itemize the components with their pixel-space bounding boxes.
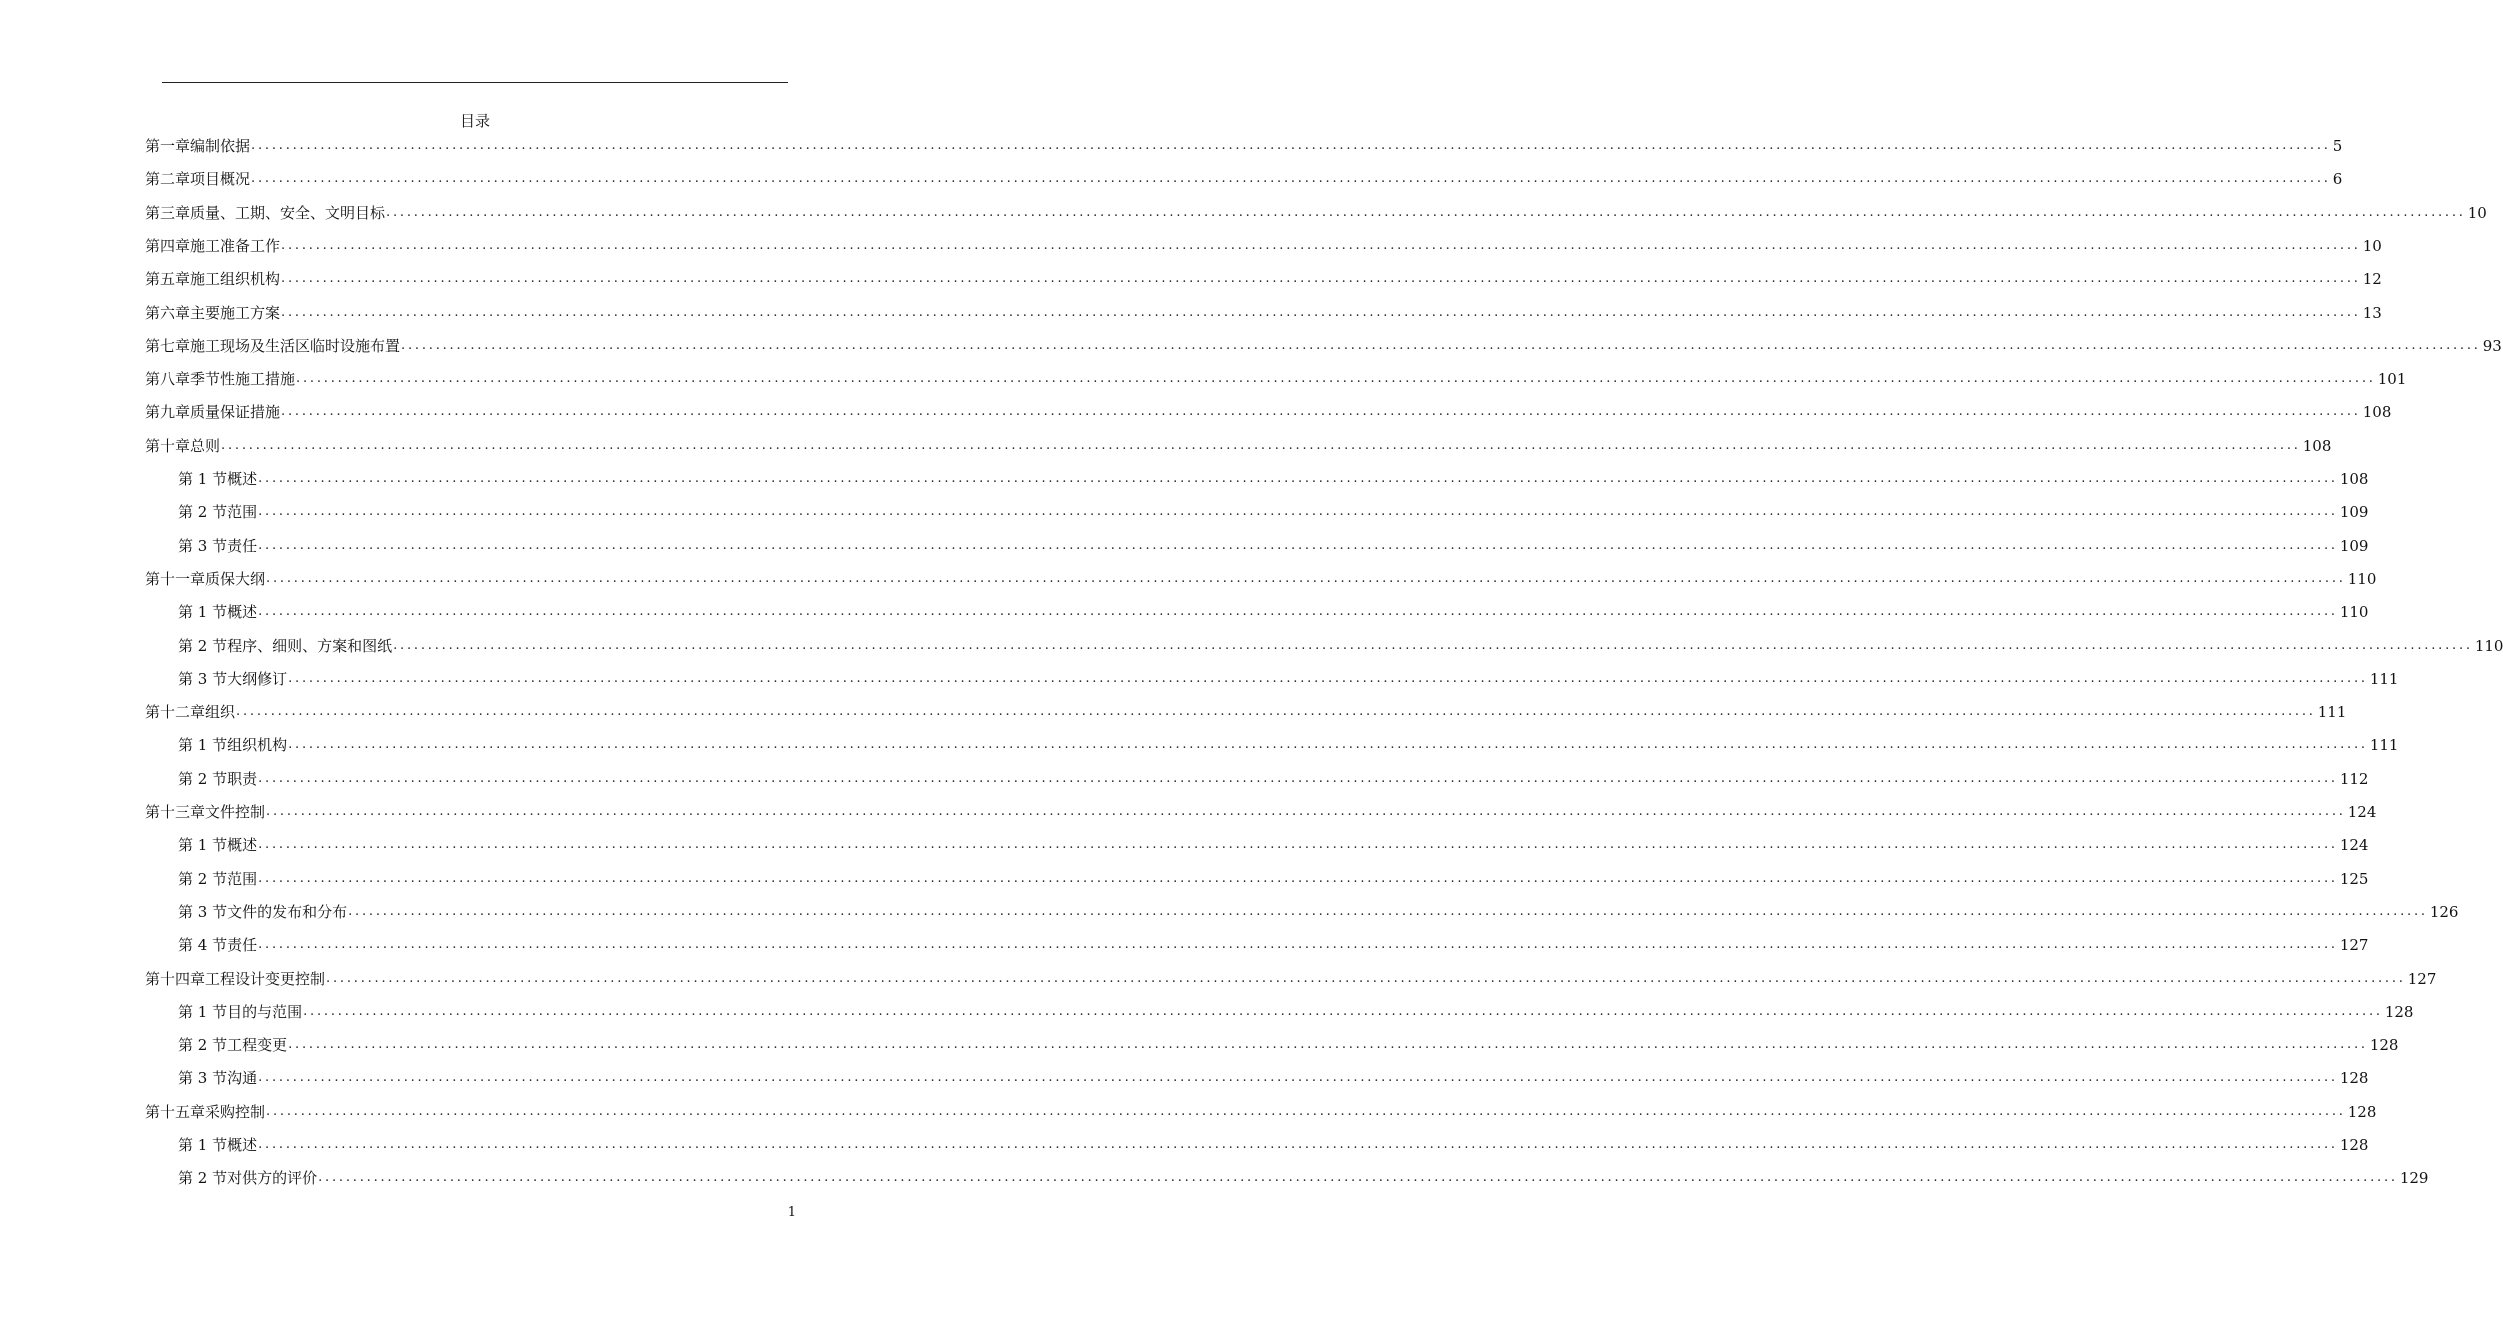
toc-chapter-entry[interactable] — [145, 435, 2332, 457]
entry-number: 第七章 — [145, 336, 191, 355]
entry-title: 责任 — [227, 936, 258, 955]
entry-number: 第二章 — [145, 170, 191, 189]
dot-leader: ............................................................................................................................................................................................................................................................................................................ — [258, 504, 2338, 520]
toc-section-entry[interactable] — [178, 1167, 2429, 1189]
dot-leader: ............................................................................................................................................................................................................................................................................................................ — [281, 304, 2361, 320]
toc-section-entry[interactable] — [178, 834, 2369, 856]
entry-number: 第九章 — [145, 403, 191, 422]
entry-page-number: 108 — [2339, 470, 2369, 488]
dot-leader: ............................................................................................................................................................................................................................................................................................................ — [348, 903, 2428, 919]
entry-number: 第一章 — [145, 137, 191, 155]
entry-title: 职责 — [227, 769, 258, 788]
toc-chapter-entry[interactable] — [145, 801, 2377, 823]
entry-number: 第十二章 — [145, 703, 206, 722]
entry-page-number: 110 — [2339, 603, 2369, 622]
dot-leader: ............................................................................................................................................................................................................................................................................................................ — [258, 870, 2338, 886]
entry-number: 第 3 节 — [178, 902, 228, 921]
dot-leader: ............................................................................................................................................................................................................................................................................................................ — [326, 970, 2406, 986]
entry-number: 第 3 节 — [178, 669, 228, 688]
dot-leader: ............................................................................................................................................................................................................................................................................................................ — [251, 138, 2331, 153]
entry-page-number: 128 — [2369, 1036, 2399, 1055]
toc-section-entry[interactable] — [178, 868, 2369, 890]
entry-title: 工程变更 — [227, 1036, 288, 1055]
entry-title: 施工组织机构 — [190, 270, 281, 289]
entry-title: 目的与范围 — [227, 1002, 303, 1021]
entry-page-number: 127 — [2407, 969, 2437, 988]
toc-chapter-entry[interactable] — [145, 135, 2343, 157]
toc-section-entry[interactable] — [178, 601, 2369, 623]
dot-leader: ............................................................................................................................................................................................................................................................................................................ — [258, 604, 2338, 620]
dot-leader: ............................................................................................................................................................................................................................................................................................................ — [288, 1037, 2368, 1053]
toc-chapter-entry[interactable] — [145, 235, 2382, 257]
toc-chapter-entry[interactable] — [145, 1101, 2377, 1123]
dot-leader: ............................................................................................................................................................................................................................................................................................................ — [296, 371, 2376, 387]
entry-number: 第 2 节 — [178, 1169, 228, 1188]
entry-title: 项目概况 — [190, 170, 251, 189]
toc-section-entry[interactable] — [178, 734, 2399, 756]
toc-section-entry[interactable] — [178, 901, 2459, 923]
entry-page-number: 111 — [2369, 736, 2399, 755]
toc-section-entry[interactable] — [178, 535, 2369, 557]
page-number: 1 — [787, 1205, 796, 1220]
entry-page-number: 129 — [2399, 1169, 2429, 1188]
entry-title: 质量保证措施 — [190, 403, 281, 422]
entry-title: 责任 — [227, 536, 258, 555]
entry-page-number: 124 — [2347, 803, 2377, 821]
entry-number: 第 2 节 — [178, 636, 228, 655]
dot-leader: ............................................................................................................................................................................................................................................................................................................ — [258, 937, 2338, 953]
entry-page-number: 111 — [2317, 703, 2347, 722]
entry-number: 第 1 节 — [178, 1002, 228, 1021]
dot-leader: ............................................................................................................................................................................................................................................................................................................ — [318, 1170, 2398, 1186]
dot-leader: ............................................................................................................................................................................................................................................................................................................ — [266, 570, 2346, 586]
dot-leader: ............................................................................................................................................................................................................................................................................................................ — [266, 1103, 2346, 1119]
dot-leader: ............................................................................................................................................................................................................................................................................................................ — [236, 704, 2316, 720]
entry-title: 组织 — [205, 703, 236, 722]
toc-section-entry[interactable] — [178, 768, 2369, 790]
dot-leader: ............................................................................................................................................................................................................................................................................................................ — [281, 404, 2361, 420]
entry-number: 第八章 — [145, 370, 191, 389]
dot-leader: ............................................................................................................................................................................................................................................................................................................ — [281, 237, 2361, 253]
entry-number: 第 1 节 — [178, 1136, 228, 1154]
entry-title: 采购控制 — [205, 1102, 266, 1121]
dot-leader: ............................................................................................................................................................................................................................................................................................................ — [258, 1137, 2338, 1152]
dot-leader: ............................................................................................................................................................................................................................................................................................................ — [288, 670, 2368, 686]
entry-title: 概述 — [227, 603, 258, 622]
entry-page-number: 109 — [2339, 536, 2369, 555]
toc-chapter-entry[interactable] — [145, 335, 2502, 357]
toc-chapter-entry[interactable] — [145, 701, 2347, 723]
entry-title: 沟通 — [227, 1069, 258, 1088]
entry-page-number: 13 — [2362, 303, 2382, 322]
entry-number: 第 1 节 — [178, 836, 228, 855]
dot-leader: ............................................................................................................................................................................................................................................................................................................ — [303, 1003, 2383, 1019]
entry-page-number: 126 — [2429, 902, 2459, 921]
entry-title: 概述 — [227, 836, 258, 855]
toc-section-entry[interactable] — [178, 501, 2369, 523]
entry-page-number: 128 — [2384, 1002, 2414, 1021]
entry-title: 季节性施工措施 — [190, 370, 296, 389]
entry-page-number: 128 — [2347, 1102, 2377, 1121]
entry-number: 第三章 — [145, 203, 191, 222]
entry-number: 第五章 — [145, 270, 191, 289]
entry-page-number: 108 — [2362, 403, 2392, 422]
header-rule — [162, 82, 788, 83]
toc-section-entry[interactable] — [178, 934, 2369, 956]
dot-leader: ............................................................................................................................................................................................................................................................................................................ — [393, 637, 2473, 653]
entry-number: 第四章 — [145, 236, 191, 255]
toc-title: 目录 — [459, 112, 490, 130]
entry-page-number: 93 — [2482, 336, 2502, 355]
toc-chapter-entry[interactable] — [145, 401, 2392, 423]
entry-number: 第六章 — [145, 303, 191, 322]
entry-page-number: 10 — [2467, 203, 2487, 222]
entry-number: 第 3 节 — [178, 536, 228, 555]
entry-title: 工程设计变更控制 — [205, 969, 326, 988]
entry-page-number: 124 — [2339, 836, 2369, 855]
entry-title: 主要施工方案 — [190, 303, 281, 322]
entry-number: 第 1 节 — [178, 470, 228, 488]
toc-section-entry[interactable] — [178, 1001, 2414, 1023]
toc-chapter-entry[interactable] — [145, 168, 2343, 190]
entry-title: 质量、工期、安全、文明目标 — [190, 203, 386, 222]
entry-page-number: 108 — [2302, 436, 2332, 455]
dot-leader: ............................................................................................................................................................................................................................................................................................................ — [258, 770, 2338, 786]
toc-chapter-entry[interactable] — [145, 202, 2487, 224]
dot-leader: ............................................................................................................................................................................................................................................................................................................ — [266, 804, 2346, 819]
entry-number: 第 2 节 — [178, 769, 228, 788]
toc-section-entry[interactable] — [178, 1067, 2369, 1089]
entry-number: 第十五章 — [145, 1102, 206, 1121]
entry-number: 第十章 — [145, 436, 191, 455]
entry-title: 范围 — [227, 869, 258, 888]
toc-chapter-entry[interactable] — [145, 568, 2377, 590]
entry-page-number: 109 — [2339, 503, 2369, 522]
toc-section-entry[interactable] — [178, 635, 2503, 657]
toc-section-entry[interactable] — [178, 1134, 2369, 1156]
entry-page-number: 10 — [2362, 236, 2382, 255]
entry-title: 对供方的评价 — [227, 1169, 318, 1188]
entry-title: 施工准备工作 — [190, 236, 281, 255]
dot-leader: ............................................................................................................................................................................................................................................................................................................ — [258, 837, 2338, 853]
entry-page-number: 101 — [2377, 370, 2407, 389]
toc-chapter-entry[interactable] — [145, 368, 2407, 390]
entry-title: 总则 — [190, 436, 221, 455]
toc-section-entry[interactable] — [178, 668, 2399, 690]
dot-leader: ............................................................................................................................................................................................................................................................................................................ — [281, 271, 2361, 287]
entry-number: 第 2 节 — [178, 503, 228, 522]
entry-title: 程序、细则、方案和图纸 — [227, 636, 393, 655]
dot-leader: ............................................................................................................................................................................................................................................................................................................ — [258, 1070, 2338, 1086]
entry-page-number: 110 — [2474, 636, 2503, 655]
dot-leader: ............................................................................................................................................................................................................................................................................................................ — [258, 537, 2338, 553]
entry-title: 范围 — [227, 503, 258, 522]
entry-number: 第 2 节 — [178, 869, 228, 888]
dot-leader: ............................................................................................................................................................................................................................................................................................................ — [288, 737, 2368, 753]
entry-number: 第 3 节 — [178, 1069, 228, 1088]
entry-title: 概述 — [227, 1136, 258, 1154]
entry-page-number: 128 — [2339, 1136, 2369, 1154]
entry-page-number: 127 — [2339, 936, 2369, 955]
entry-title: 编制依据 — [190, 137, 251, 155]
entry-page-number: 128 — [2339, 1069, 2369, 1088]
entry-page-number: 112 — [2339, 769, 2369, 788]
entry-title: 组织机构 — [227, 736, 288, 755]
entry-page-number: 111 — [2369, 669, 2399, 688]
dot-leader: ............................................................................................................................................................................................................................................................................................................ — [401, 337, 2481, 353]
entry-number: 第十一章 — [145, 569, 206, 588]
toc-section-entry[interactable] — [178, 468, 2369, 490]
dot-leader: ............................................................................................................................................................................................................................................................................................................ — [251, 171, 2331, 187]
entry-page-number: 6 — [2332, 170, 2343, 189]
dot-leader: ............................................................................................................................................................................................................................................................................................................ — [258, 471, 2338, 486]
entry-number: 第 1 节 — [178, 603, 228, 622]
toc-section-entry[interactable] — [178, 1034, 2399, 1056]
entry-number: 第 2 节 — [178, 1036, 228, 1055]
entry-title: 文件的发布和分布 — [227, 902, 348, 921]
entry-page-number: 125 — [2339, 869, 2369, 888]
entry-title: 施工现场及生活区临时设施布置 — [190, 336, 401, 355]
toc-chapter-entry[interactable] — [145, 302, 2382, 324]
entry-number: 第十三章 — [145, 803, 206, 821]
toc-chapter-entry[interactable] — [145, 268, 2382, 290]
entry-title: 质保大纲 — [205, 569, 266, 588]
entry-page-number: 5 — [2332, 137, 2343, 155]
dot-leader: ............................................................................................................................................................................................................................................................................................................ — [221, 437, 2301, 453]
toc-chapter-entry[interactable] — [145, 968, 2437, 990]
entry-page-number: 110 — [2347, 569, 2377, 588]
entry-number: 第 1 节 — [178, 736, 228, 755]
entry-title: 大纲修订 — [227, 669, 288, 688]
dot-leader: ............................................................................................................................................................................................................................................................................................................ — [386, 204, 2466, 220]
entry-page-number: 12 — [2362, 270, 2382, 289]
entry-title: 文件控制 — [205, 803, 266, 821]
entry-number: 第 4 节 — [178, 936, 228, 955]
entry-title: 概述 — [227, 470, 258, 488]
entry-number: 第十四章 — [145, 969, 206, 988]
